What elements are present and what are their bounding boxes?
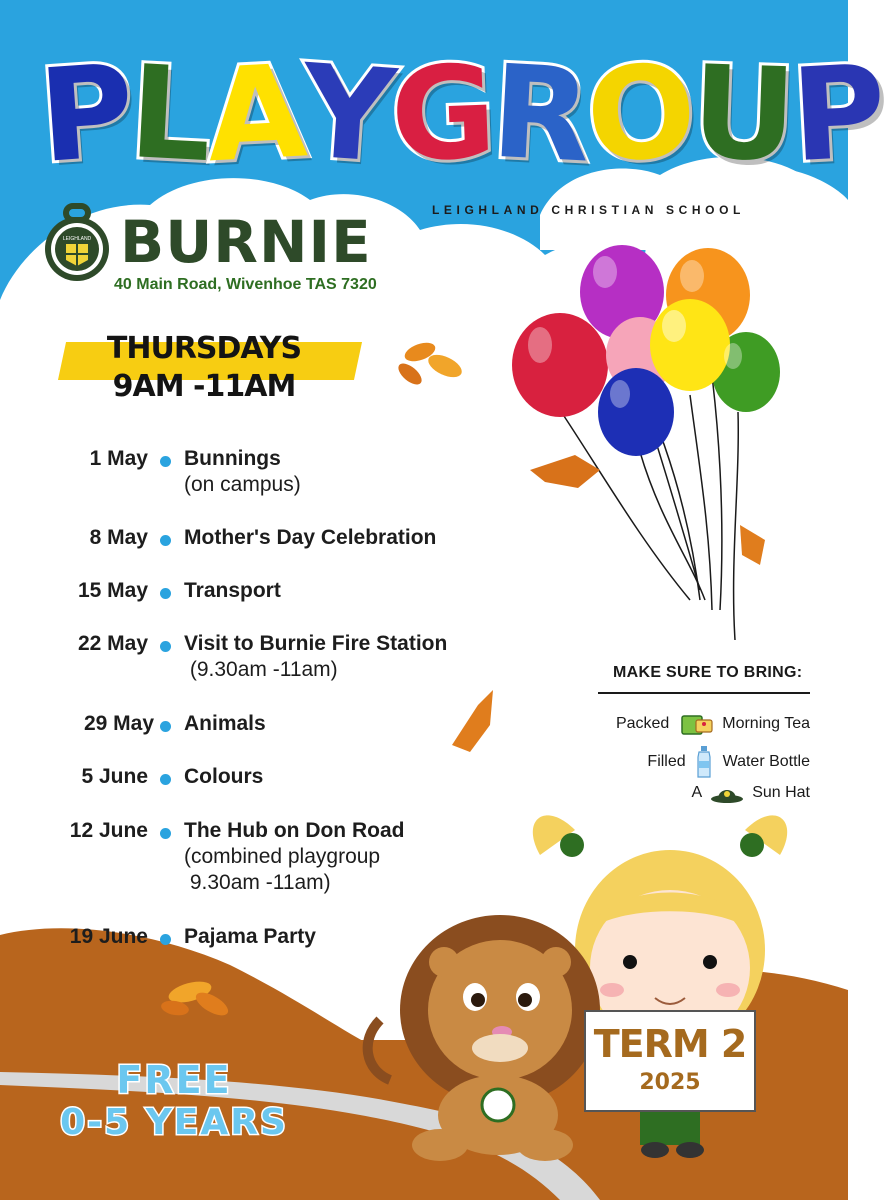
- bring-item-suffix: Water Bottle: [722, 753, 810, 771]
- event-detail: (9.30am -11am): [184, 658, 338, 681]
- bullet-dot: [160, 456, 171, 467]
- title-letter: O: [581, 36, 697, 193]
- event-detail: 9.30am -11am): [184, 871, 331, 894]
- school-badge-logo: [42, 204, 112, 284]
- schedule-event: [184, 764, 263, 790]
- school-name: LEIGHLAND CHRISTIAN SCHOOL: [432, 203, 745, 217]
- schedule-date: 12 June: [69, 819, 148, 842]
- bullet-dot: [160, 721, 171, 732]
- bring-item: [691, 782, 810, 804]
- bullet-dot: [160, 535, 171, 546]
- title-letter: G: [388, 38, 495, 191]
- schedule-event: [184, 446, 301, 498]
- title-letter: L: [125, 38, 212, 191]
- title-letter: R: [488, 37, 591, 192]
- water-bottle-icon: [694, 745, 714, 779]
- bullet-dot: [160, 934, 171, 945]
- term-sign: [584, 1010, 756, 1112]
- bring-item: [616, 710, 810, 738]
- event-title: Colours: [184, 765, 264, 788]
- title-letter: U: [689, 38, 795, 191]
- event-title: Bunnings: [184, 447, 281, 470]
- schedule-date: 22 May: [77, 632, 148, 655]
- event-title: Animals: [184, 712, 266, 735]
- bullet-dot: [160, 828, 171, 839]
- session-time: 9AM -11AM: [112, 369, 296, 404]
- title-letter: P: [34, 37, 135, 192]
- bullet-dot: [160, 588, 171, 599]
- event-title: Visit to Burnie Fire Station: [184, 632, 448, 655]
- free-age-banner: [44, 1058, 304, 1144]
- event-title: The Hub on Don Road: [184, 819, 405, 842]
- schedule-date: 8 May: [89, 526, 148, 549]
- schedule-date: 19 June: [69, 925, 148, 948]
- schedule-event: [184, 924, 316, 950]
- bring-item-prefix: Filled: [647, 753, 686, 771]
- schedule-event: [184, 525, 436, 551]
- event-title: Transport: [184, 579, 281, 602]
- event-detail: (combined playgroup: [184, 845, 381, 868]
- schedule-date: 1 May: [89, 447, 148, 470]
- schedule-event: [184, 578, 281, 604]
- schedule-date: 5 June: [81, 765, 148, 788]
- schedule-date: 29 May: [83, 712, 154, 735]
- session-day: THURSDAYS: [106, 331, 302, 366]
- campus-address: 40 Main Road, Wivenhoe TAS 7320: [114, 276, 377, 293]
- schedule-event: [184, 818, 404, 896]
- event-detail: (on campus): [184, 473, 301, 496]
- bullet-dot: [160, 641, 171, 652]
- schedule-date: 15 May: [77, 579, 148, 602]
- campus-name: BURNIE: [120, 208, 372, 276]
- bring-item-suffix: Morning Tea: [722, 715, 810, 733]
- free-label: FREE: [116, 1058, 232, 1102]
- schedule-event: [184, 711, 266, 737]
- bring-item-suffix: Sun Hat: [752, 784, 810, 802]
- bring-item: [647, 745, 810, 779]
- sun-hat-icon: [710, 782, 744, 804]
- title-letter: P: [787, 37, 886, 192]
- badge-text: LEIGHLAND: [62, 236, 92, 242]
- bring-item-prefix: Packed: [615, 715, 670, 733]
- title-letter: A: [203, 37, 307, 192]
- term-label: TERM 2: [593, 1022, 747, 1066]
- bullet-dot: [160, 774, 171, 785]
- age-range: 0-5 YEARS: [60, 1102, 288, 1143]
- lunchbox-icon: [678, 710, 714, 738]
- event-title: Pajama Party: [184, 925, 316, 948]
- divider: [598, 692, 810, 694]
- bring-title: MAKE SURE TO BRING:: [613, 664, 803, 681]
- playgroup-title: [34, 30, 886, 200]
- bring-item-prefix: A: [691, 784, 702, 802]
- schedule-event: [184, 631, 447, 683]
- term-year: 2025: [639, 1070, 701, 1095]
- title-letter: Y: [297, 37, 397, 192]
- event-title: Mother's Day Celebration: [184, 526, 437, 549]
